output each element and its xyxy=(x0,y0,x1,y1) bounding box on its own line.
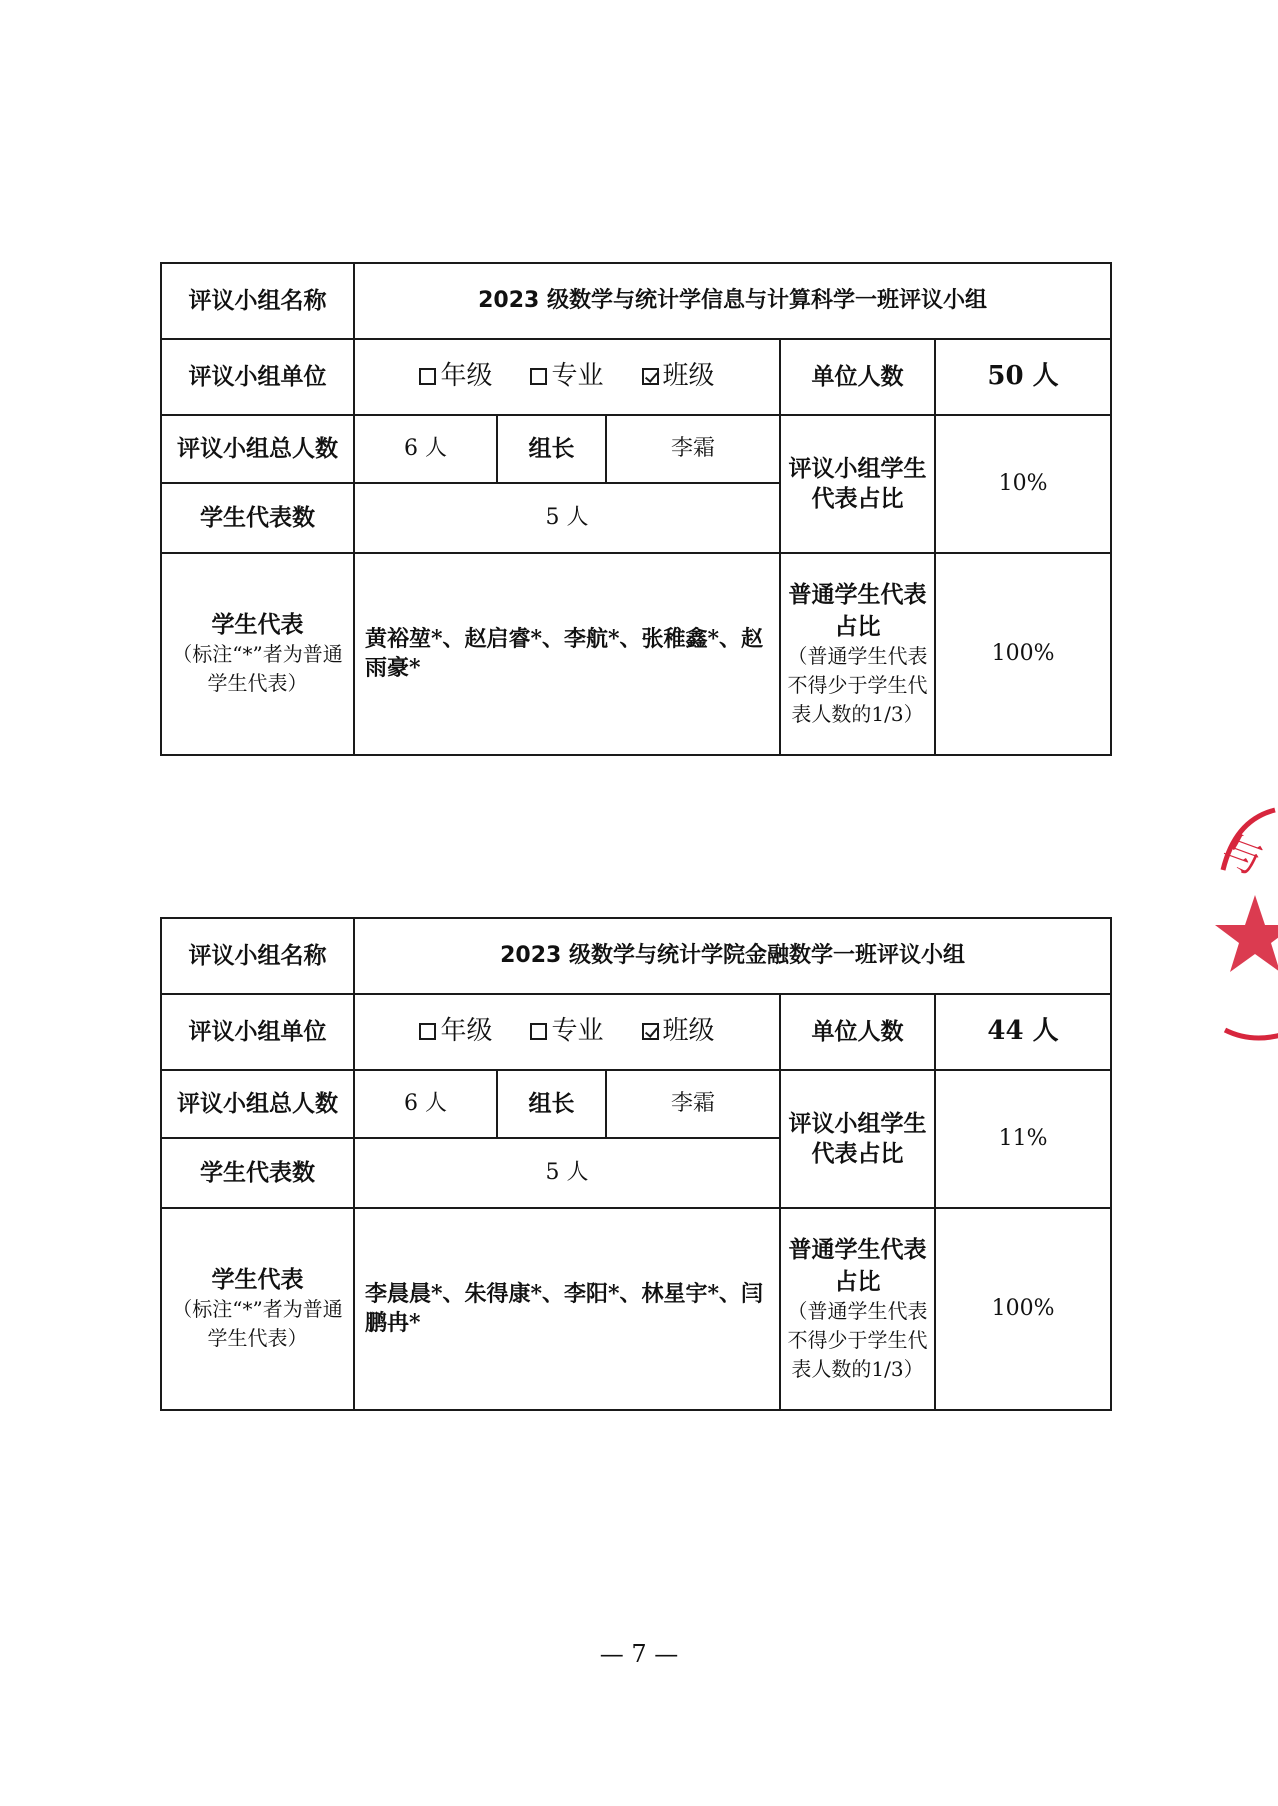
label-group-total: 评议小组总人数 xyxy=(161,1070,354,1138)
checkbox-unchecked-icon xyxy=(530,368,547,385)
reps-label-cell xyxy=(161,1208,354,1410)
rep-count-value: 5 人 xyxy=(354,483,780,553)
label-rep-count: 学生代表数 xyxy=(161,483,354,553)
unit-options xyxy=(354,339,780,415)
rep-ratio-value: 10% xyxy=(935,415,1111,553)
checkbox-checked-icon xyxy=(642,1023,659,1040)
rep-ratio-value: 11% xyxy=(935,1070,1111,1208)
label-group-name: 评议小组名称 xyxy=(161,918,354,994)
group-name-value: 2023 级数学与统计学院金融数学一班评议小组 xyxy=(354,918,1111,994)
ordinary-ratio-label-cell xyxy=(780,553,935,755)
unit-option-major[interactable]: 专业 xyxy=(530,360,603,394)
label-group-unit: 评议小组单位 xyxy=(161,994,354,1070)
leader-value: 李霜 xyxy=(606,415,780,483)
ordinary-ratio-value: 100% xyxy=(935,1208,1111,1410)
ordinary-ratio-value: 100% xyxy=(935,553,1111,755)
group-total-value: 6 人 xyxy=(354,1070,497,1138)
unit-count-value: 50 人 xyxy=(935,339,1111,415)
ordinary-ratio-note: （普通学生代表不得少于学生代表人数的1/3） xyxy=(787,1298,928,1381)
ordinary-ratio-note: （普通学生代表不得少于学生代表人数的1/3） xyxy=(787,643,928,726)
reps-list: 李晨晨*、朱得康*、李阳*、林星宇*、闫鹏冉* xyxy=(354,1208,780,1410)
reps-list: 黄裕堃*、赵启睿*、李航*、张稚鑫*、赵雨豪* xyxy=(354,553,780,755)
label-group-name: 评议小组名称 xyxy=(161,263,354,339)
unit-option-grade[interactable]: 年级 xyxy=(419,1015,492,1049)
rep-count-value: 5 人 xyxy=(354,1138,780,1208)
checkbox-unchecked-icon xyxy=(419,368,436,385)
label-ordinary-ratio: 普通学生代表占比 xyxy=(788,581,927,640)
unit-option-major[interactable]: 专业 xyxy=(530,1015,603,1049)
unit-option-class[interactable]: 班级 xyxy=(642,360,715,394)
reps-note: （标注“*”者为普通学生代表） xyxy=(172,641,343,695)
checkbox-checked-icon xyxy=(642,368,659,385)
label-unit-count: 单位人数 xyxy=(780,339,935,415)
label-unit-count: 单位人数 xyxy=(780,994,935,1070)
official-seal-icon xyxy=(1215,800,1278,1070)
label-rep-ratio: 评议小组学生代表占比 xyxy=(780,1070,935,1208)
label-group-total: 评议小组总人数 xyxy=(161,415,354,483)
group-name-value: 2023 级数学与统计学信息与计算科学一班评议小组 xyxy=(354,263,1111,339)
label-reps: 学生代表 xyxy=(211,611,304,639)
reps-label-cell xyxy=(161,553,354,755)
label-rep-count: 学生代表数 xyxy=(161,1138,354,1208)
svg-text:与: 与 xyxy=(1215,827,1269,885)
review-group-table-2 xyxy=(160,917,1112,1411)
unit-option-class[interactable]: 班级 xyxy=(642,1015,715,1049)
unit-option-grade[interactable]: 年级 xyxy=(419,360,492,394)
ordinary-ratio-label-cell xyxy=(780,1208,935,1410)
label-rep-ratio: 评议小组学生代表占比 xyxy=(780,415,935,553)
checkbox-unchecked-icon xyxy=(530,1023,547,1040)
label-leader: 组长 xyxy=(497,1070,606,1138)
unit-options xyxy=(354,994,780,1070)
label-reps: 学生代表 xyxy=(211,1266,304,1294)
checkbox-unchecked-icon xyxy=(419,1023,436,1040)
page-number: — 7 — xyxy=(599,1640,679,1668)
label-ordinary-ratio: 普通学生代表占比 xyxy=(788,1236,927,1295)
group-total-value: 6 人 xyxy=(354,415,497,483)
label-leader: 组长 xyxy=(497,415,606,483)
review-group-table-1 xyxy=(160,262,1112,756)
leader-value: 李霜 xyxy=(606,1070,780,1138)
reps-note: （标注“*”者为普通学生代表） xyxy=(172,1296,343,1350)
unit-count-value: 44 人 xyxy=(935,994,1111,1070)
label-group-unit: 评议小组单位 xyxy=(161,339,354,415)
